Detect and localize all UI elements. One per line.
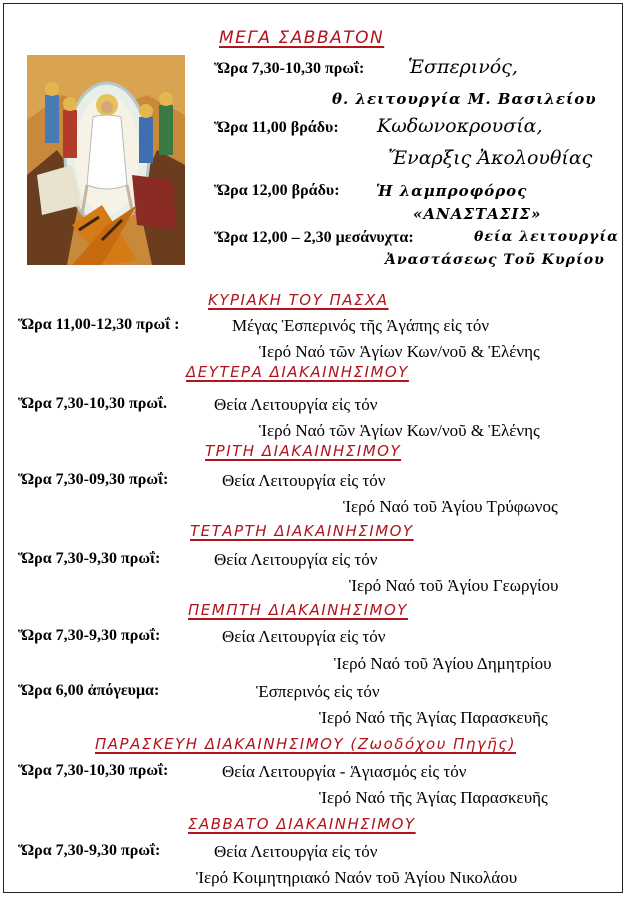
place-text: Ἱερό Ναό τοῦ Ἁγίου Τρύφωνος <box>343 497 558 516</box>
section-title-bright-tuesday: ΤΡΙΤΗ ΔΙΑΚΑΙΝΗΣΙΜΟΥ <box>205 442 402 460</box>
section-title-holy-saturday: ΜΕΓΑ ΣΑΒΒΑΤΟΝ <box>219 28 385 48</box>
place-text: Ἱερό Ναό τῆς Ἁγίας Παρασκευῆς <box>319 708 548 727</box>
section-title-bright-wednesday: ΤΕΤΑΡΤΗ ΔΙΑΚΑΙΝΗΣΙΜΟΥ <box>190 522 414 540</box>
time-label: Ὥρα 7,30-10,30 πρωΐ. <box>18 395 167 412</box>
place-text: Ἱερό Κοιμητηριακό Ναόν τοῦ Ἁγίου Νικολάου <box>196 868 518 887</box>
time-label: Ὥρα 11,00 βράδυ: <box>214 119 339 136</box>
section-title-bright-friday <box>95 735 516 753</box>
time-label: Ὥρα 7,30-09,30 πρωΐ: <box>18 471 169 488</box>
event-text: «ΑΝΑΣΤΑΣΙΣ» <box>413 205 542 223</box>
time-label: Ὥρα 7,30-10,30 πρωΐ: <box>214 60 365 77</box>
section-title-bright-monday: ΔΕΥΤΕΡΑ ΔΙΑΚΑΙΝΗΣΙΜΟΥ <box>186 363 409 381</box>
place-text: Ἱερό Ναό τῶν Ἁγίων Κων/νοῦ & Ἑλένης <box>259 342 540 361</box>
event-text: θεία λειτουργία <box>474 229 619 245</box>
event-text: Ἀναστάσεως Τοῦ Κυρίου <box>385 252 605 268</box>
event-text: Θεία Λειτουργία εἰς τόν <box>222 627 386 646</box>
event-text: Μέγας Ἑσπερινός τῆς Ἀγάπης εἰς τόν <box>232 316 490 335</box>
event-text: Κωδωνοκρουσία, <box>377 115 543 137</box>
event-text: Ἔναρξις Ἀκολουθίας <box>388 147 593 169</box>
place-text: Ἱερό Ναό τῶν Ἁγίων Κων/νοῦ & Ἑλένης <box>259 421 540 440</box>
section-title-easter-sunday: ΚΥΡΙΑΚΗ ΤΟΥ ΠΑΣΧΑ <box>208 291 389 309</box>
event-text: Θεία Λειτουργία εἰς τόν <box>214 842 378 861</box>
time-label: Ὥρα 7,30-9,30 πρωΐ: <box>18 627 161 644</box>
place-text: Ἱερό Ναό τοῦ Ἁγίου Δημητρίου <box>334 654 552 673</box>
resurrection-icon-image <box>27 55 185 265</box>
place-text: Ἱερό Ναό τῆς Ἁγίας Παρασκευῆς <box>319 788 548 807</box>
time-label: Ὥρα 12,00 βράδυ: <box>214 182 340 199</box>
time-label: Ὥρα 12,00 – 2,30 μεσάνυχτα: <box>214 229 414 246</box>
section-subtitle: (Ζωοδόχου Πηγῆς) <box>350 735 516 753</box>
event-text: Θεία Λειτουργία εἰς τόν <box>214 550 378 569</box>
place-text: Ἱερό Ναό τοῦ Ἁγίου Γεωργίου <box>349 576 559 595</box>
event-text: Θεία Λειτουργία - Ἁγιασμός εἰς τόν <box>222 762 467 781</box>
event-text: Θεία Λειτουργία εἰς τόν <box>222 471 386 490</box>
event-text: θ. λειτουργία Μ. Βασιλείου <box>332 90 597 108</box>
time-label: Ὥρα 7,30-9,30 πρωΐ: <box>18 550 161 567</box>
event-text: Θεία Λειτουργία εἰς τόν <box>214 395 378 414</box>
time-label: Ὥρα 6,00 ἀπόγευμα: <box>18 682 160 699</box>
section-title-text: ΠΑΡΑΣΚΕΥΗ ΔΙΑΚΑΙΝΗΣΙΜΟΥ <box>95 735 345 753</box>
event-text: Ἑσπερινός, <box>408 56 518 78</box>
section-title-bright-saturday: ΣΑΒΒΑΤΟ ΔΙΑΚΑΙΝΗΣΙΜΟΥ <box>188 815 416 833</box>
time-label: Ὥρα 7,30-9,30 πρωΐ: <box>18 842 161 859</box>
time-label: Ὥρα 7,30-10,30 πρωΐ: <box>18 762 169 779</box>
time-label: Ὥρα 11,00-12,30 πρωΐ : <box>18 316 180 333</box>
event-text: Ἑσπερινός εἰς τόν <box>256 682 380 701</box>
event-text: Ἡ λαμπροφόρος <box>376 182 528 200</box>
section-title-bright-thursday: ΠΕΜΠΤΗ ΔΙΑΚΑΙΝΗΣΙΜΟΥ <box>188 601 408 619</box>
